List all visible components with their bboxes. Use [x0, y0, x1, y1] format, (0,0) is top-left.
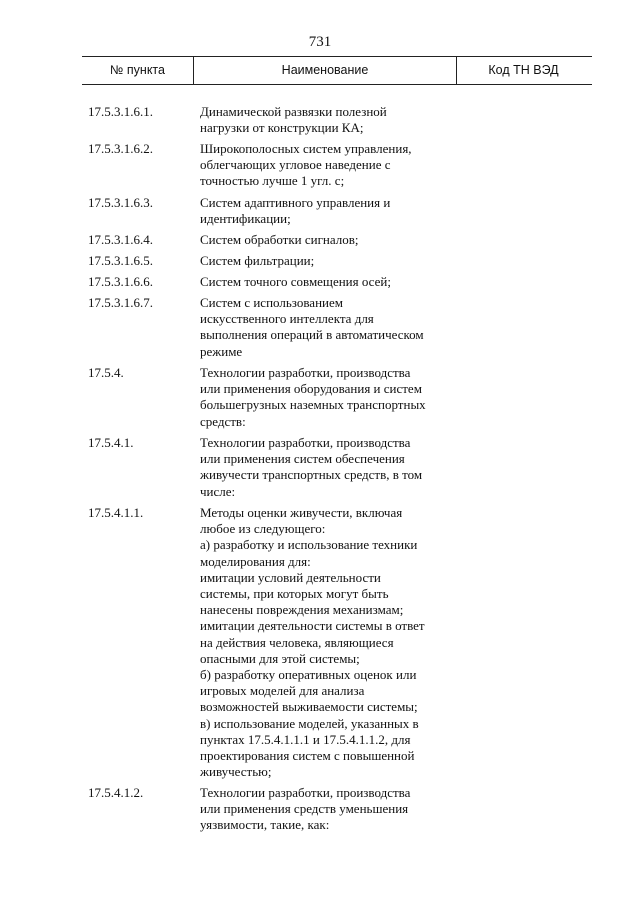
item-number: 17.5.4.1.2. — [88, 785, 144, 800]
table-row — [0, 253, 640, 269]
table-row — [0, 365, 640, 430]
item-number: 17.5.4.1.1. — [88, 505, 144, 520]
table-body — [0, 104, 640, 839]
item-number: 17.5.3.1.6.3. — [88, 195, 153, 210]
item-name: Динамической развязки полезной нагрузки от конструкции КА; — [200, 104, 387, 136]
page-number: 731 — [308, 34, 332, 50]
item-name: Технологии разработки, производства или применения систем обеспечения живучести транспортных средств, в том числе: — [200, 435, 423, 499]
item-name: Систем фильтрации; — [200, 253, 315, 268]
table-row — [0, 785, 640, 834]
item-name: Технологии разработки, производства или применения оборудования и систем большегрузных наземных транспортных средств: — [200, 365, 426, 429]
item-number: 17.5.3.1.6.1. — [88, 104, 153, 119]
item-name: Систем точного совмещения осей; — [200, 274, 391, 289]
table-row — [0, 104, 640, 136]
header-col-number: № пункта — [110, 63, 165, 77]
item-name: Технологии разработки, производства или применения средств уменьшения уязвимости, такие, как: — [200, 785, 411, 833]
item-name: Широкополосных систем управления, облегчающих угловое наведение с точностью лучше 1 угл. с; — [200, 141, 412, 189]
table-row — [0, 505, 640, 780]
item-number: 17.5.3.1.6.6. — [88, 274, 153, 289]
table-header — [82, 56, 592, 85]
item-number: 17.5.3.1.6.4. — [88, 232, 153, 247]
item-number: 17.5.4. — [88, 365, 124, 380]
item-name: Систем адаптивного управления и идентификации; — [200, 195, 391, 227]
table-row — [0, 195, 640, 227]
item-number: 17.5.3.1.6.2. — [88, 141, 153, 156]
item-number: 17.5.3.1.6.7. — [88, 295, 153, 310]
table-row — [0, 435, 640, 500]
table-row — [0, 232, 640, 248]
table-row — [0, 274, 640, 290]
table-row — [0, 141, 640, 190]
item-number: 17.5.4.1. — [88, 435, 134, 450]
item-name: Систем обработки сигналов; — [200, 232, 359, 247]
item-number: 17.5.3.1.6.5. — [88, 253, 153, 268]
table-row — [0, 295, 640, 360]
item-name: Систем с использованием искусственного интеллекта для выполнения операций в автоматическом режиме — [200, 295, 424, 359]
header-col-code: Код ТН ВЭД — [488, 63, 559, 77]
item-name: Методы оценки живучести, включая любое из следующего: а) разработку и использование техники моделирования для: имитации условий деятельности системы, при которых могут быть нанесены повреждения механизмам; имитации деятельности системы в ответ на действия человека, являющиеся опасными для этой системы; б) разработку оперативных оценок или игровых моделей для анализа возможностей выживаемости системы; в) использование моделей, указанных в пунктах 17.5.4.1.1.1 и 17.5.4.1.1.2, для проектирования систем с повышенной живучестью; — [200, 505, 425, 780]
header-col-name: Наименование — [193, 57, 457, 84]
